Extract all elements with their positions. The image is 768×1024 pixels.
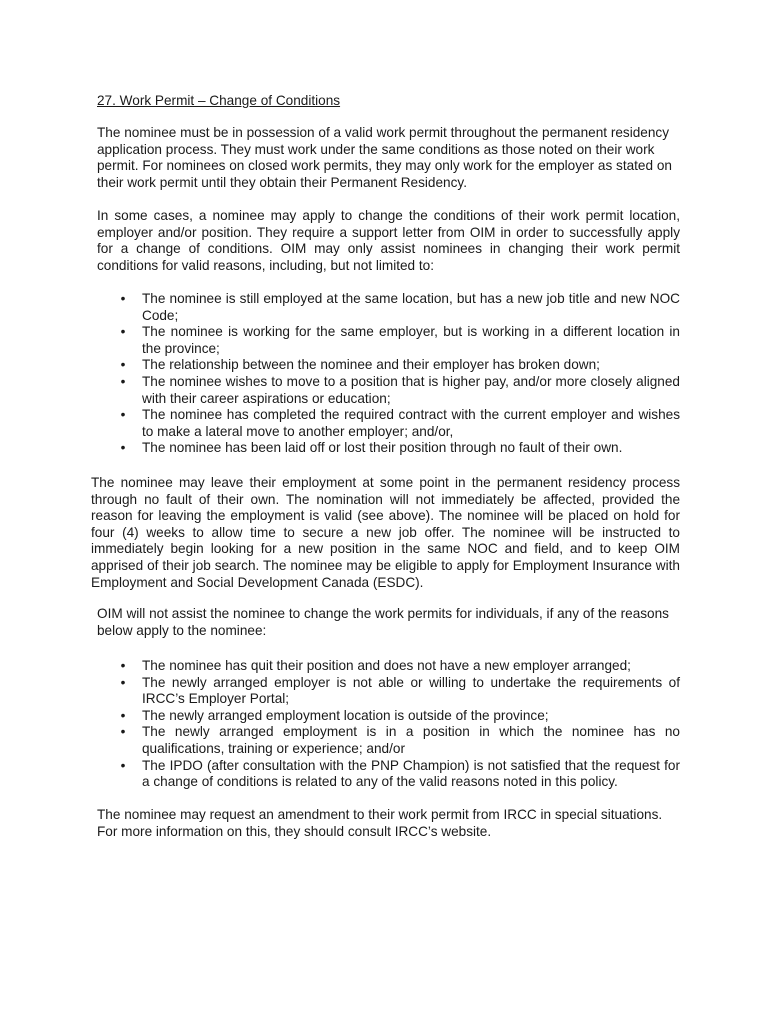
bullet-icon: •	[120, 373, 126, 389]
bullet-icon: •	[120, 440, 126, 456]
list-item-text: The newly arranged employer is not able or willing to undertake the requirements of IRCC’s Employer Portal;	[142, 674, 680, 707]
list-item-text: The nominee wishes to move to a position that is higher pay, and/or more closely aligned with their career aspirations or education;	[142, 373, 680, 406]
list-item-text: The nominee has quit their position and does not have a new employer arranged;	[142, 658, 631, 673]
list-item-text: The nominee has been laid off or lost their position through no fault of their own.	[142, 440, 623, 456]
list-item	[118, 675, 680, 708]
list-item	[118, 724, 680, 757]
list-item-text: The newly arranged employment is in a position in which the nominee has no qualifications, training or experience; and/or	[142, 724, 680, 756]
valid-reasons-list	[118, 291, 680, 457]
bullet-icon: •	[120, 658, 126, 673]
list-item	[118, 708, 680, 725]
list-item	[118, 407, 680, 440]
paragraph-leaving-employment: The nominee may leave their employment at some point in the permanent residency process through no fault of their own. The nomination will not immediately be affected, provided the reason for leaving the employment is valid (see above). The nominee will be placed on hold for four (4) weeks to allow time to secure a new job offer. The nominee will be instructed to immediately begin looking for a new position in the same NOC and field, and to keep OIM apprised of their job search. The nominee may be eligible to apply for Employment Insurance with Employment and Social Development Canada (ESDC).	[91, 475, 680, 590]
paragraph-change-conditions: In some cases, a nominee may apply to change the conditions of their work permit location, employer and/or position. They require a support letter from OIM in order to successfully apply for a change of conditions. OIM may only assist nominees in changing their work permit conditions for valid reasons, including, but not limited to:	[97, 208, 680, 273]
bullet-icon: •	[120, 324, 126, 340]
list-item	[118, 357, 680, 374]
bullet-icon: •	[120, 674, 126, 690]
list-item	[118, 758, 680, 791]
bullet-icon: •	[120, 707, 126, 723]
bullet-icon: •	[120, 357, 126, 373]
list-item-text: The nominee is still employed at the same location, but has a new job title and new NOC Code;	[142, 291, 680, 323]
list-item-text: The newly arranged employment location is outside of the province;	[142, 707, 549, 723]
section-heading: 27. Work Permit – Change of Conditions	[97, 93, 341, 108]
list-item	[118, 440, 680, 457]
bullet-icon: •	[120, 407, 126, 423]
invalid-reasons-list	[118, 658, 680, 791]
paragraph-amendment-request: The nominee may request an amendment to their work permit from IRCC in special situations. For more information on this, they should consult IRCC’s website.	[97, 807, 663, 839]
paragraph-oim-will-not-assist: OIM will not assist the nominee to change the work permits for individuals, if any of the reasons below apply to the nominee:	[97, 606, 669, 638]
bullet-icon: •	[120, 724, 126, 740]
list-item	[118, 658, 680, 675]
list-item	[118, 291, 680, 324]
paragraph-work-permit-requirement: The nominee must be in possession of a valid work permit throughout the permanent residency application process. They must work under the same conditions as those noted on their work permit. For nominees on closed work permits, they may only work for the employer as stated on their work permit until they obtain their Permanent Residency.	[97, 125, 672, 190]
list-item-text: The IPDO (after consultation with the PNP Champion) is not satisfied that the request for a change of conditions is related to any of the valid reasons noted in this policy.	[142, 757, 680, 790]
list-item	[118, 324, 680, 357]
bullet-icon: •	[120, 757, 126, 773]
list-item-text: The nominee is working for the same employer, but is working in a different location in the province;	[142, 324, 680, 356]
list-item-text: The nominee has completed the required contract with the current employer and wishes to make a lateral move to another employer; and/or,	[142, 407, 680, 439]
list-item	[118, 374, 680, 407]
bullet-icon: •	[120, 291, 126, 306]
list-item-text: The relationship between the nominee and their employer has broken down;	[142, 357, 600, 373]
